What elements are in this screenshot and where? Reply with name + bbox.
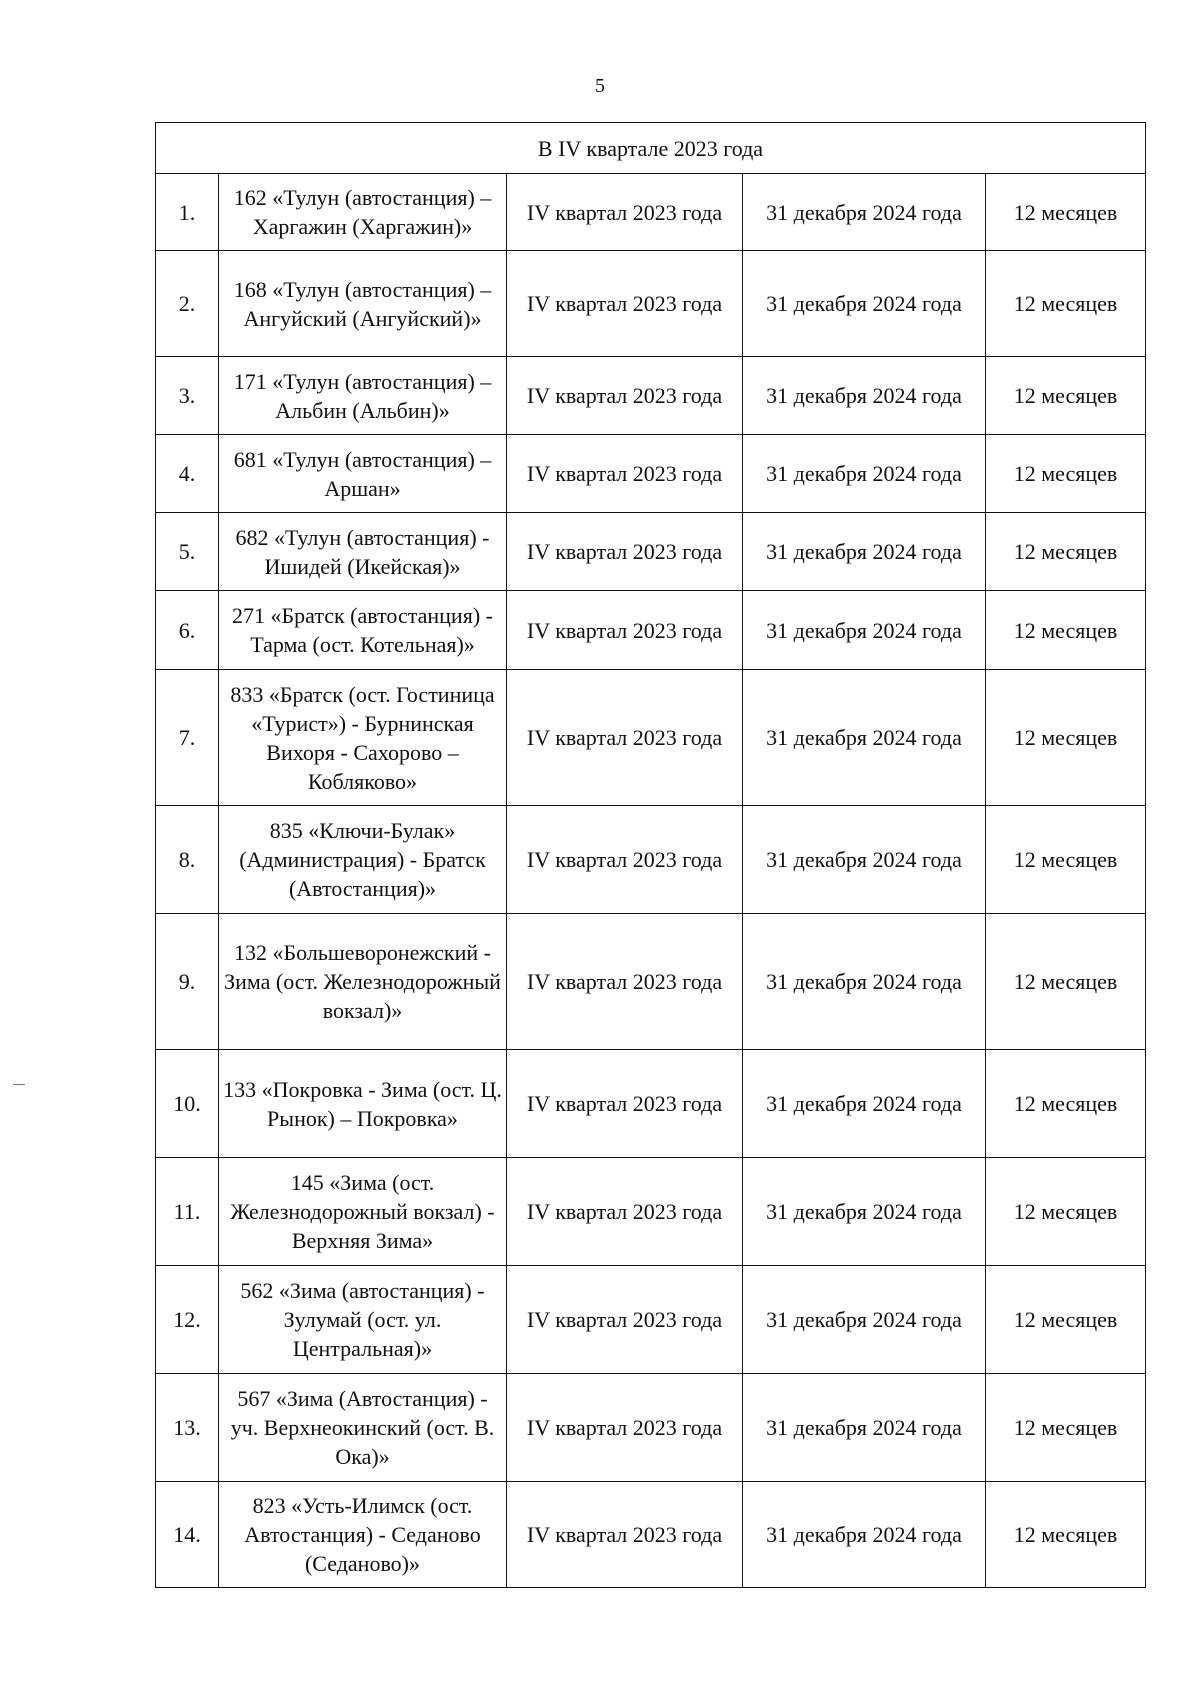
end-date: 31 декабря 2024 года: [743, 670, 986, 806]
start-date: IV квартал 2023 года: [507, 174, 743, 251]
row-number: 13.: [156, 1374, 219, 1482]
table-row: [156, 174, 1146, 251]
duration: 12 месяцев: [986, 435, 1146, 513]
route-name: 681 «Тулун (автостанция) – Аршан»: [219, 435, 507, 513]
table-row: [156, 357, 1146, 435]
row-number: 9.: [156, 914, 219, 1050]
row-number: 7.: [156, 670, 219, 806]
route-name: 171 «Тулун (автостанция) – Альбин (Альбин)»: [219, 357, 507, 435]
start-date: IV квартал 2023 года: [507, 1158, 743, 1266]
end-date: 31 декабря 2024 года: [743, 357, 986, 435]
start-date: IV квартал 2023 года: [507, 1482, 743, 1588]
start-date: IV квартал 2023 года: [507, 806, 743, 914]
route-name: 168 «Тулун (автостанция) – Ангуйский (Ангуйский)»: [219, 251, 507, 357]
row-number: 3.: [156, 357, 219, 435]
route-name: 682 «Тулун (автостанция) - Ишидей (Икейская)»: [219, 513, 507, 591]
start-date: IV квартал 2023 года: [507, 1050, 743, 1158]
row-number: 2.: [156, 251, 219, 357]
route-name: 145 «Зима (ост. Железнодорожный вокзал) - Верхняя Зима»: [219, 1158, 507, 1266]
route-name: 132 «Большеворонежский - Зима (ост. Железнодорожный вокзал)»: [219, 914, 507, 1050]
route-name: 562 «Зима (автостанция) - Зулумай (ост. ул. Центральная)»: [219, 1266, 507, 1374]
table-row: [156, 591, 1146, 670]
end-date: 31 декабря 2024 года: [743, 914, 986, 1050]
table-row: [156, 670, 1146, 806]
row-number: 10.: [156, 1050, 219, 1158]
duration: 12 месяцев: [986, 1266, 1146, 1374]
start-date: IV квартал 2023 года: [507, 251, 743, 357]
start-date: IV квартал 2023 года: [507, 513, 743, 591]
end-date: 31 декабря 2024 года: [743, 1050, 986, 1158]
start-date: IV квартал 2023 года: [507, 1266, 743, 1374]
end-date: 31 декабря 2024 года: [743, 1374, 986, 1482]
row-number: 11.: [156, 1158, 219, 1266]
duration: 12 месяцев: [986, 174, 1146, 251]
table-row: [156, 513, 1146, 591]
duration: 12 месяцев: [986, 1158, 1146, 1266]
end-date: 31 декабря 2024 года: [743, 806, 986, 914]
row-number: 1.: [156, 174, 219, 251]
end-date: 31 декабря 2024 года: [743, 1482, 986, 1588]
end-date: 31 декабря 2024 года: [743, 591, 986, 670]
row-number: 4.: [156, 435, 219, 513]
start-date: IV квартал 2023 года: [507, 1374, 743, 1482]
row-number: 5.: [156, 513, 219, 591]
section-header: В IV квартале 2023 года: [156, 123, 1146, 174]
table-row: [156, 251, 1146, 357]
table-row: [156, 806, 1146, 914]
table-row: [156, 1482, 1146, 1588]
start-date: IV квартал 2023 года: [507, 914, 743, 1050]
end-date: 31 декабря 2024 года: [743, 174, 986, 251]
end-date: 31 декабря 2024 года: [743, 251, 986, 357]
table-row: [156, 435, 1146, 513]
table-row: [156, 1158, 1146, 1266]
duration: 12 месяцев: [986, 1050, 1146, 1158]
route-name: 835 «Ключи-Булак» (Администрация) - Братск (Автостанция)»: [219, 806, 507, 914]
duration: 12 месяцев: [986, 1482, 1146, 1588]
table-row: [156, 1050, 1146, 1158]
end-date: 31 декабря 2024 года: [743, 1158, 986, 1266]
route-name: 133 «Покровка - Зима (ост. Ц. Рынок) – Покровка»: [219, 1050, 507, 1158]
duration: 12 месяцев: [986, 1374, 1146, 1482]
route-name: 823 «Усть-Илимск (ост. Автостанция) - Седаново (Седаново)»: [219, 1482, 507, 1588]
row-number: 8.: [156, 806, 219, 914]
row-number: 6.: [156, 591, 219, 670]
end-date: 31 декабря 2024 года: [743, 435, 986, 513]
row-number: 14.: [156, 1482, 219, 1588]
duration: 12 месяцев: [986, 591, 1146, 670]
route-name: 833 «Братск (ост. Гостиница «Турист») - Бурнинская Вихоря - Сахорово – Кобляково»: [219, 670, 507, 806]
row-number: 12.: [156, 1266, 219, 1374]
start-date: IV квартал 2023 года: [507, 435, 743, 513]
route-schedule-table: [155, 122, 1146, 1588]
page-number: 5: [595, 75, 605, 97]
duration: 12 месяцев: [986, 357, 1146, 435]
route-name: 162 «Тулун (автостанция) – Харгажин (Харгажин)»: [219, 174, 507, 251]
duration: 12 месяцев: [986, 914, 1146, 1050]
duration: 12 месяцев: [986, 670, 1146, 806]
section-header-row: [156, 123, 1146, 174]
end-date: 31 декабря 2024 года: [743, 513, 986, 591]
start-date: IV квартал 2023 года: [507, 591, 743, 670]
route-name: 567 «Зима (Автостанция) - уч. Верхнеокинский (ост. В. Ока)»: [219, 1374, 507, 1482]
start-date: IV квартал 2023 года: [507, 670, 743, 806]
duration: 12 месяцев: [986, 806, 1146, 914]
margin-mark: [13, 1084, 25, 1085]
end-date: 31 декабря 2024 года: [743, 1266, 986, 1374]
duration: 12 месяцев: [986, 251, 1146, 357]
start-date: IV квартал 2023 года: [507, 357, 743, 435]
table-row: [156, 914, 1146, 1050]
table-row: [156, 1374, 1146, 1482]
route-name: 271 «Братск (автостанция) - Тарма (ост. Котельная)»: [219, 591, 507, 670]
duration: 12 месяцев: [986, 513, 1146, 591]
table-row: [156, 1266, 1146, 1374]
